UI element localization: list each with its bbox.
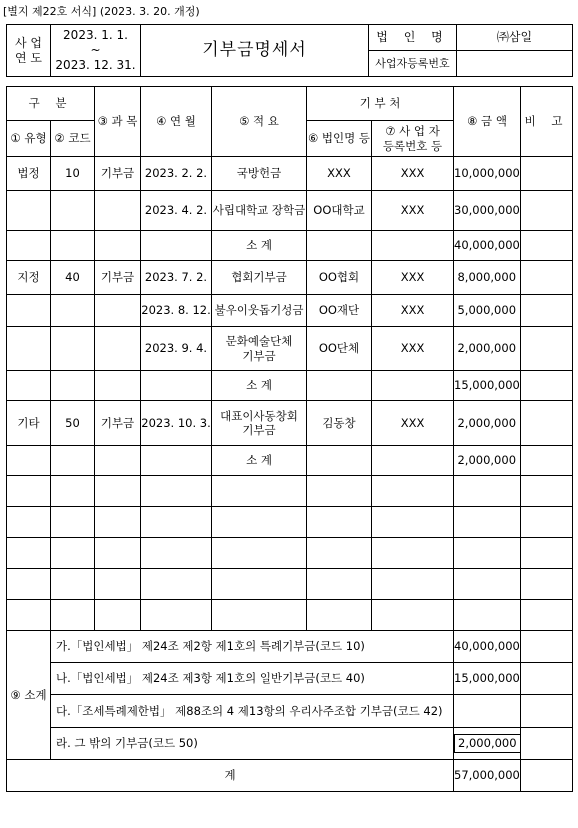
table-row (7, 191, 573, 231)
table-row (7, 327, 573, 371)
summary-amount-value: 40,000,000 (454, 639, 520, 654)
code-cell (51, 327, 95, 371)
summary-text-line2: 기부금 (242, 423, 276, 437)
remarks-cell (521, 231, 573, 261)
header-table (6, 24, 573, 77)
code-cell: 10 (51, 157, 95, 191)
summary-row (7, 728, 573, 760)
code-cell: 40 (51, 261, 95, 295)
subtotal-amount: 40,000,000 (454, 231, 521, 261)
summary-item-amount (454, 631, 521, 663)
summary-amount-value: 15,000,000 (454, 671, 520, 686)
type-cell (7, 295, 51, 327)
empty-cell (141, 538, 212, 569)
summary-item-text: 가.「법인세법」 제24조 제2항 제1호의 특례기부금(코드 10) (51, 631, 454, 663)
summary-text: 사립대학교 장학금 (212, 203, 306, 218)
empty-cell (372, 538, 454, 569)
empty-cell (51, 507, 95, 538)
empty-cell (454, 476, 521, 507)
type-cell (7, 191, 51, 231)
remarks-cell (521, 663, 573, 695)
empty-cell (372, 600, 454, 631)
account-cell (95, 327, 141, 371)
empty-cell (7, 371, 51, 401)
biz-reg-cell: XXX (372, 157, 454, 191)
empty-cell (307, 538, 372, 569)
remarks-cell (521, 191, 573, 231)
empty-cell (141, 446, 212, 476)
date-cell: 2023. 4. 2. (141, 191, 212, 231)
empty-cell (95, 507, 141, 538)
empty-cell (212, 600, 307, 631)
empty-cell (307, 507, 372, 538)
date-cell: 2023. 2. 2. (141, 157, 212, 191)
remarks-cell (521, 157, 573, 191)
date-cell: 2023. 9. 4. (141, 327, 212, 371)
subtotal-label: 소 계 (212, 446, 307, 476)
business-year-label: 사 업 연 도 (7, 25, 51, 77)
empty-cell (51, 231, 95, 261)
summary-row (7, 631, 573, 663)
empty-cell (7, 507, 51, 538)
empty-cell (141, 231, 212, 261)
empty-cell (51, 371, 95, 401)
corp-name-cell: OO대학교 (307, 191, 372, 231)
empty-row (7, 476, 573, 507)
table-row (7, 401, 573, 446)
form-caption: [별지 제22호 서식] (2023. 3. 20. 개정) (3, 5, 200, 18)
empty-cell (95, 600, 141, 631)
corp-name-label: 법 인 명 (369, 25, 457, 51)
summary-text: 문화예술단체 (225, 334, 293, 349)
corp-name-value: ㈜삼일 (457, 25, 573, 51)
remarks-cell (521, 728, 573, 760)
empty-row (7, 600, 573, 631)
category-header: 구 분 (7, 87, 95, 121)
empty-cell (51, 569, 95, 600)
corp-name-cell: 김동창 (307, 401, 372, 446)
date-cell: 2023. 7. 2. (141, 261, 212, 295)
empty-cell (372, 446, 454, 476)
empty-cell (307, 231, 372, 261)
table-row (7, 295, 573, 327)
summary-header: ⑤ 적 요 (212, 87, 307, 157)
empty-cell (95, 371, 141, 401)
corp-name-header: ⑥ 법인명 등 (307, 121, 372, 157)
summary-text: 협회기부금 (231, 270, 287, 285)
summary-cell (212, 327, 307, 371)
empty-cell (212, 569, 307, 600)
empty-cell (141, 507, 212, 538)
empty-cell (307, 371, 372, 401)
amount-cell: 5,000,000 (454, 295, 521, 327)
empty-cell (372, 476, 454, 507)
summary-cell (212, 401, 307, 446)
account-cell (95, 191, 141, 231)
summary-cell (212, 261, 307, 295)
amount-cell: 30,000,000 (454, 191, 521, 231)
empty-cell (212, 476, 307, 507)
remarks-cell (521, 446, 573, 476)
empty-row (7, 538, 573, 569)
empty-cell (372, 507, 454, 538)
empty-cell (307, 569, 372, 600)
summary-item-amount (454, 663, 521, 695)
empty-cell (95, 446, 141, 476)
empty-cell (454, 538, 521, 569)
total-label: 계 (7, 760, 454, 792)
remarks-cell (521, 760, 573, 792)
business-period: 2023. 1. 1. ~ 2023. 12. 31. (51, 25, 141, 77)
empty-cell (51, 600, 95, 631)
empty-row (7, 507, 573, 538)
type-cell: 지정 (7, 261, 51, 295)
biz-reg-cell: XXX (372, 261, 454, 295)
empty-cell (307, 600, 372, 631)
summary-item-amount (454, 695, 521, 728)
corp-name-cell: OO재단 (307, 295, 372, 327)
empty-cell (307, 476, 372, 507)
empty-cell (51, 476, 95, 507)
empty-cell (7, 231, 51, 261)
date-cell: 2023. 8. 12. (141, 295, 212, 327)
summary-item-text: 나.「법인세법」 제24조 제3항 제1호의 일반기부금(코드 40) (51, 663, 454, 695)
amount-header: ⑧ 금 액 (454, 87, 521, 157)
table-row (7, 157, 573, 191)
summary-cell (212, 191, 307, 231)
empty-cell (372, 371, 454, 401)
account-cell: 기부금 (95, 261, 141, 295)
empty-cell (95, 569, 141, 600)
summary-row (7, 695, 573, 728)
empty-cell (95, 476, 141, 507)
remarks-cell (521, 327, 573, 371)
empty-cell (95, 538, 141, 569)
empty-cell (372, 231, 454, 261)
table-row (7, 371, 573, 401)
summary-text: 국방헌금 (236, 166, 282, 181)
biz-reg-cell: XXX (372, 191, 454, 231)
empty-cell (141, 371, 212, 401)
total-row (7, 760, 573, 792)
account-cell: 기부금 (95, 157, 141, 191)
empty-cell (141, 476, 212, 507)
empty-cell (7, 600, 51, 631)
empty-cell (7, 476, 51, 507)
summary-cell (212, 157, 307, 191)
summary-row (7, 663, 573, 695)
date-cell: 2023. 10. 3. (141, 401, 212, 446)
subtotal-amount: 2,000,000 (454, 446, 521, 476)
biz-reg-cell: XXX (372, 327, 454, 371)
account-cell: 기부금 (95, 401, 141, 446)
empty-cell (141, 600, 212, 631)
table-row (7, 446, 573, 476)
remarks-cell (521, 371, 573, 401)
corp-name-cell: XXX (307, 157, 372, 191)
summary-text-line2: 기부금 (242, 348, 276, 363)
empty-cell (7, 446, 51, 476)
remarks-cell (521, 695, 573, 728)
type-cell: 기타 (7, 401, 51, 446)
summary-cell (212, 295, 307, 327)
code-cell: 50 (51, 401, 95, 446)
corp-name-cell: OO협회 (307, 261, 372, 295)
empty-cell (454, 569, 521, 600)
summary-item-text: 다.「조세특례제한법」 제88조의 4 제13항의 우리사주조합 기부금(코드 42) (51, 695, 454, 728)
code-cell (51, 295, 95, 327)
amount-cell: 8,000,000 (454, 261, 521, 295)
summary-label: ⑨ 소계 (7, 631, 51, 760)
empty-cell (51, 446, 95, 476)
remarks-cell (521, 295, 573, 327)
empty-cell (521, 538, 573, 569)
empty-row (7, 569, 573, 600)
empty-cell (95, 231, 141, 261)
biz-reg-cell: XXX (372, 401, 454, 446)
biz-reg-header: ⑦ 사 업 자 등록번호 등 (372, 121, 454, 157)
type-cell (7, 327, 51, 371)
summary-text: 불우이웃돕기성금 (214, 303, 304, 318)
empty-cell (454, 507, 521, 538)
amount-cell: 2,000,000 (454, 327, 521, 371)
empty-cell (372, 569, 454, 600)
account-cell (95, 295, 141, 327)
type-cell: 법정 (7, 157, 51, 191)
biz-reg-label: 사업자등록번호 (369, 51, 457, 77)
empty-cell (212, 507, 307, 538)
empty-cell (521, 569, 573, 600)
amount-cell: 10,000,000 (454, 157, 521, 191)
empty-cell (307, 446, 372, 476)
empty-cell (51, 538, 95, 569)
corp-name-cell: OO단체 (307, 327, 372, 371)
summary-text: 대표이사동창회 (220, 408, 298, 423)
summary-amount-value: 2,000,000 (454, 734, 521, 752)
code-cell (51, 191, 95, 231)
amount-cell: 2,000,000 (454, 401, 521, 446)
donation-table (6, 86, 573, 792)
remarks-cell (521, 261, 573, 295)
remarks-header: 비 고 (521, 87, 573, 157)
empty-cell (521, 600, 573, 631)
empty-cell (7, 538, 51, 569)
summary-item-text: 라. 그 밖의 기부금(코드 50) (51, 728, 454, 760)
subtotal-amount: 15,000,000 (454, 371, 521, 401)
type-header: ① 유형 (7, 121, 51, 157)
code-header: ② 코드 (51, 121, 95, 157)
account-header: ③ 과 목 (95, 87, 141, 157)
empty-cell (7, 569, 51, 600)
table-row (7, 261, 573, 295)
donee-header: 기 부 처 (307, 87, 454, 121)
remarks-cell (521, 631, 573, 663)
empty-cell (212, 538, 307, 569)
summary-item-amount (454, 728, 521, 760)
subtotal-label: 소 계 (212, 231, 307, 261)
biz-reg-cell: XXX (372, 295, 454, 327)
subtotal-label: 소 계 (212, 371, 307, 401)
date-header: ④ 연 월 (141, 87, 212, 157)
empty-cell (521, 476, 573, 507)
total-amount: 57,000,000 (454, 760, 521, 792)
table-row (7, 231, 573, 261)
remarks-cell (521, 401, 573, 446)
biz-reg-value (457, 51, 573, 77)
empty-cell (141, 569, 212, 600)
empty-cell (454, 600, 521, 631)
empty-cell (521, 507, 573, 538)
form-title: 기부금명세서 (141, 25, 369, 77)
